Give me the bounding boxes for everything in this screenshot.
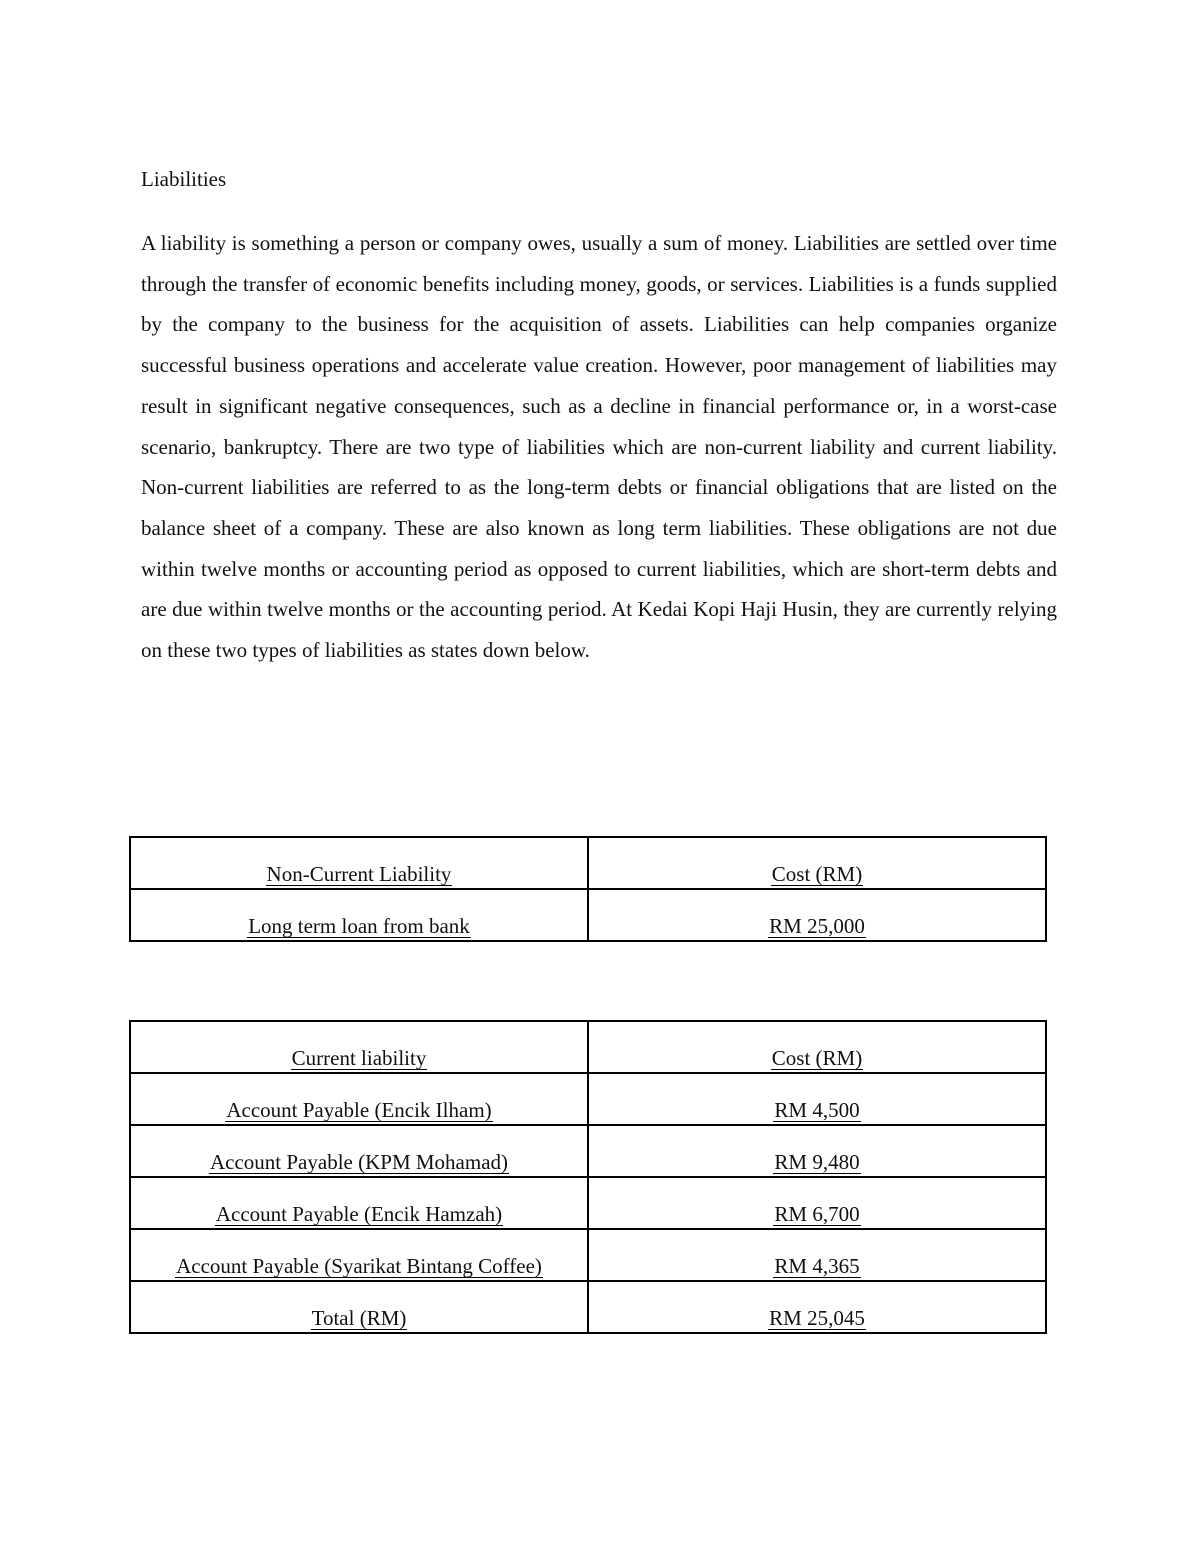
table-header-row <box>130 837 1046 889</box>
table-header-cell: Cost (RM) <box>588 1021 1046 1073</box>
table-row <box>130 1125 1046 1177</box>
table-cell: RM 4,500 <box>588 1073 1046 1125</box>
table-cell: RM 25,045 <box>588 1281 1046 1333</box>
table-header-cell: Current liability <box>130 1021 588 1073</box>
current-liability-table <box>129 1020 1047 1334</box>
table-cell: RM 6,700 <box>588 1177 1046 1229</box>
body-paragraph: A liability is something a person or company owes, usually a sum of money. Liabilities are settled over time through the transfer of economic benefits including money, goods, or services. Liabilities is a funds supplied by the company to the business for the acquisition of assets. Liabilities can help companies organize successful business operations and accelerate value creation. However, poor management of liabilities may result in significant negative consequences, such as a decline in financial performance or, in a worst-case scenario, bankruptcy. There are two type of liabilities which are non-current liability and current liability. Non-current liabilities are referred to as the long-term debts or financial obligations that are listed on the balance sheet of a company. These are also known as long term liabilities. These obligations are not due within twelve months or accounting period as opposed to current liabilities, which are short-term debts and are due within twelve months or the accounting period. At Kedai Kopi Haji Husin, they are currently relying on these two types of liabilities as states down below. <box>141 231 1057 663</box>
table-row <box>130 1073 1046 1125</box>
table-cell: Account Payable (Syarikat Bintang Coffee) <box>130 1229 588 1281</box>
table-cell: Account Payable (Encik Ilham) <box>130 1073 588 1125</box>
table-cell: RM 25,000 <box>588 889 1046 941</box>
table-header-row <box>130 1021 1046 1073</box>
table-row <box>130 1177 1046 1229</box>
table-row <box>130 1229 1046 1281</box>
table-header-cell: Non-Current Liability <box>130 837 588 889</box>
non-current-liability-table <box>129 836 1047 942</box>
table-row <box>130 889 1046 941</box>
table-cell: Total (RM) <box>130 1281 588 1333</box>
table-cell: Account Payable (Encik Hamzah) <box>130 1177 588 1229</box>
table-cell: Account Payable (KPM Mohamad) <box>130 1125 588 1177</box>
page-title: Liabilities <box>141 167 227 191</box>
table-header-cell: Cost (RM) <box>588 837 1046 889</box>
table-cell: Long term loan from bank <box>130 889 588 941</box>
table-cell: RM 9,480 <box>588 1125 1046 1177</box>
table-total-row <box>130 1281 1046 1333</box>
table-cell: RM 4,365 <box>588 1229 1046 1281</box>
